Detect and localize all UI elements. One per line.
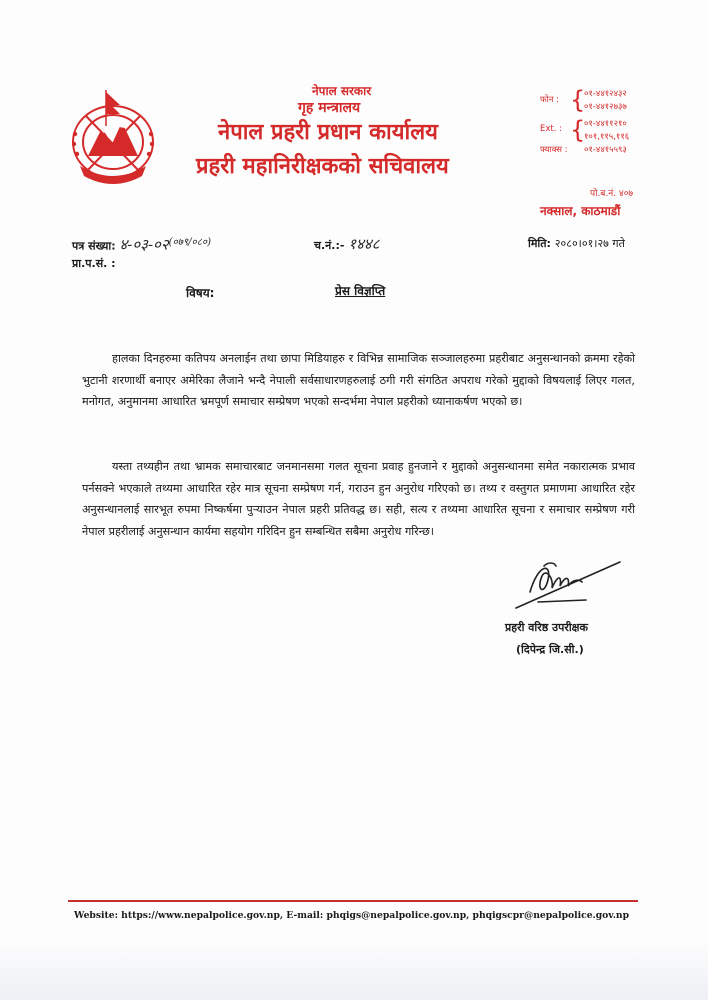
brace-icon: { xyxy=(570,86,586,114)
date-label: मिति: xyxy=(528,237,551,250)
phone-number-2: ०१-४४१२७३७ xyxy=(584,102,627,112)
signatory-title: प्रहरी वरिष्ठ उपरीक्षक xyxy=(505,621,589,634)
secretariat-title: प्रहरी महानिरीक्षकको सचिवालय xyxy=(196,154,449,179)
nepal-police-emblem-icon xyxy=(66,86,160,186)
letter-number-value: ४-०३-०२ xyxy=(119,235,169,254)
subject-value: प्रेस विज्ञप्ति xyxy=(335,284,386,298)
dispatch-value: १४४८ xyxy=(348,235,380,253)
address: नक्साल, काठमाडौं xyxy=(540,204,621,218)
fax-label: फ्याक्स : xyxy=(540,145,568,155)
government-label: नेपाल सरकार xyxy=(312,84,372,98)
body-paragraph-1: हालका दिनहरुमा कतिपय अनलाईन तथा छापा मिडियाहरु र विभिन्न सामाजिक सञ्जालहरुमा प्रहरीबाट अनुसन्धानको क्रममा रहेको भुटानी शरणार्थी बनाएर अमेरिका लैजाने भन्दै नेपाली सर्वसाधारणहरुलाई ठगी गरी संगठित अपराध गरेको मुद्दाको विषयलाई लिएर गलत, मनोगत, अनुमानमा आधारित भ्रमपूर्ण समाचार सम्प्रेषण भएको सन्दर्भमा नेपाल प्रहरीको ध्यानाकर्षण भएको छ। xyxy=(82,352,635,409)
fax-number: ०१-४४१५५९३ xyxy=(584,145,627,155)
subject-label: विषय: xyxy=(186,286,215,300)
prapa-number xyxy=(72,256,116,271)
phone-number-1: ०१-४४१२४३२ xyxy=(584,89,627,99)
signatory-name: (दिपेन्द्र जि.सी.) xyxy=(516,643,584,656)
letter-number xyxy=(72,234,211,255)
date-value: २०८०।०१।२७ गते xyxy=(554,237,625,250)
body-paragraph-2: यस्ता तथ्यहीन तथा भ्रामक समाचारबाट जनमानसमा गलत सूचना प्रवाह हुनजाने र मुद्दाको अनुसन्धानमा समेत नकारात्मक प्रभाव पर्नसक्ने भएकाले तथ्यमा आधारित रहेर मात्र सूचना सम्प्रेषण गर्न, गराउन हुन अनुरोध गरिएको छ। तथ्य र वस्तुगत प्रमाणमा आधारित रहेर अनुसन्धानलाई सारभूत रुपमा निष्कर्षमा पुऱ्याउन नेपाल प्रहरी प्रतिवद्ध छ। सही, सत्य र तथ्यमा आधारित सूचना र समाचार सम्प्रेषण गरी नेपाल प्रहरीलाई अनुसन्धान कार्यमा सहयोग गरिदिन हुन सम्बन्धित सबैमा अनुरोध गरिन्छ। xyxy=(82,460,635,538)
office-title: नेपाल प्रहरी प्रधान कार्यालय xyxy=(218,120,438,145)
fiscal-year: (०७९/०८०) xyxy=(168,237,212,248)
handwritten-signature xyxy=(508,556,628,616)
footer-divider xyxy=(68,900,638,902)
ext-number-1: ०१-४४११२१० xyxy=(584,119,627,129)
letter-number-label: पत्र संख्या: xyxy=(72,239,116,253)
dispatch-label: च.नं.:- xyxy=(314,239,345,252)
paper-shadow xyxy=(0,940,708,1000)
ext-label: Ext. : xyxy=(540,124,563,134)
po-box: पो.ब.नं. ४०७ xyxy=(590,189,634,199)
prapa-label: प्रा.प.सं. : xyxy=(72,257,116,270)
footer-contact: Website: https://www.nepalpolice.gov.np, E-mail: phqigs@nepalpolice.gov.np, phqigscpr@nepalpolice.gov.np xyxy=(74,910,630,921)
dispatch-number xyxy=(314,234,379,254)
date xyxy=(528,236,625,251)
ministry-label: गृह मन्त्रालय xyxy=(298,100,361,116)
ext-number-2: १०१,११५,११६ xyxy=(584,132,630,142)
phone-label: फोन : xyxy=(540,95,560,105)
brace-icon: { xyxy=(570,116,586,144)
